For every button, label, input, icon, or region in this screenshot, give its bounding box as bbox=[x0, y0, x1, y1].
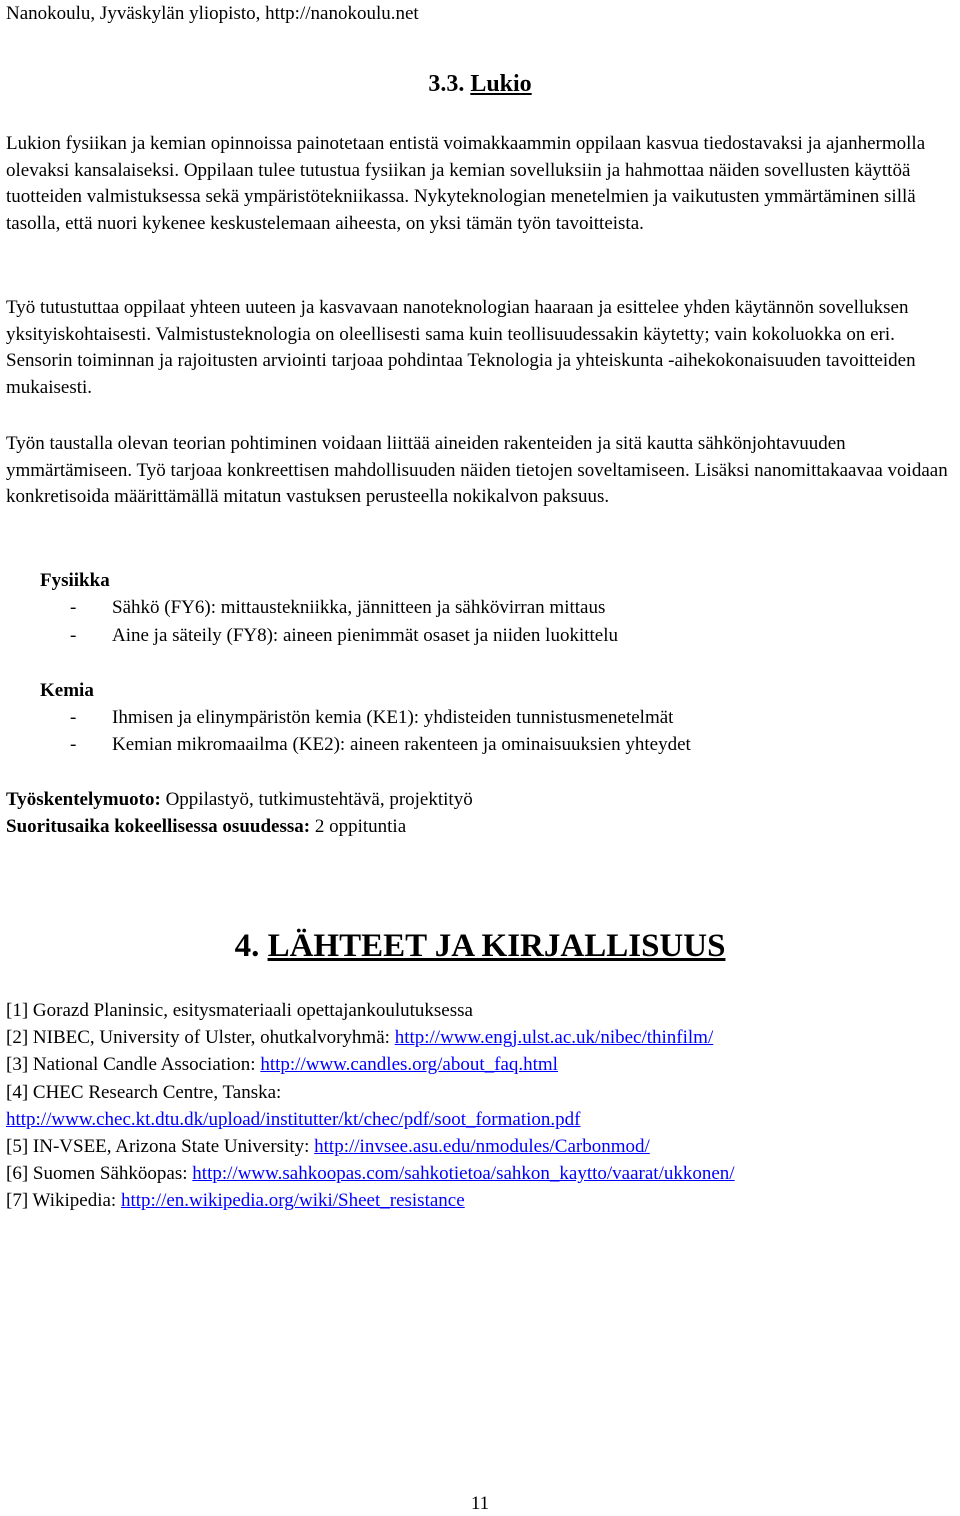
section-title: Lukio bbox=[470, 71, 532, 97]
duration-value: 2 oppituntia bbox=[314, 816, 407, 837]
reference-text: [3] National Candle Association: bbox=[6, 1054, 256, 1075]
paragraph-1: Lukion fysiikan ja kemian opinnoissa painotetaan entistä voimakkaammin oppilaan kasvua tiedostavaksi ja ajanhermolla olevaksi kansalaiseksi. Oppilaan tulee tutustua fysiikan ja kemian sovelluksiin ja hahmottaa näiden sovellusten käyttöä tuotteiden valmistuksessa sekä ympäristötekniikassa. Nykyteknologian menetelmien ja vaikutusten ymmärtäminen sillä tasolla, että nuori kykenee keskustelemaan aiheesta, on yksi tämän työn tavoitteista. bbox=[6, 133, 926, 234]
reference-item bbox=[6, 1136, 650, 1158]
fysiikka-heading: Fysiikka bbox=[40, 570, 110, 591]
reference-link[interactable]: http://en.wikipedia.org/wiki/Sheet_resistance bbox=[120, 1190, 465, 1211]
reference-text: [5] IN-VSEE, Arizona State University: bbox=[6, 1136, 310, 1157]
reference-link[interactable]: http://www.engj.ulst.ac.uk/nibec/thinfilm/ bbox=[394, 1027, 714, 1048]
kemia-heading: Kemia bbox=[40, 680, 94, 701]
chapter-title: LÄHTEET JA KIRJALLISUUS bbox=[267, 928, 726, 964]
work-method-label: Työskentelymuoto: bbox=[6, 789, 161, 810]
reference-item bbox=[6, 1000, 473, 1022]
list-dash: - bbox=[70, 707, 77, 728]
reference-item bbox=[6, 1027, 713, 1049]
reference-text: [7] Wikipedia: bbox=[6, 1190, 117, 1211]
reference-link[interactable]: http://www.chec.kt.dtu.dk/upload/institutter/kt/chec/pdf/soot_formation.pdf bbox=[6, 1109, 581, 1130]
reference-text: [2] NIBEC, University of Ulster, ohutkalvoryhmä: bbox=[6, 1027, 390, 1048]
reference-item bbox=[6, 1054, 558, 1076]
fysiikka-item bbox=[70, 625, 619, 647]
reference-link-line bbox=[6, 1109, 580, 1131]
reference-item bbox=[6, 1163, 735, 1185]
kemia-item bbox=[70, 707, 674, 729]
list-item-text: Kemian mikromaailma (KE2): aineen rakenteen ja ominaisuuksien yhteydet bbox=[112, 734, 691, 755]
page-number: 11 bbox=[470, 1493, 490, 1514]
reference-item bbox=[6, 1082, 281, 1104]
reference-link[interactable]: http://invsee.asu.edu/nmodules/Carbonmod/ bbox=[314, 1136, 650, 1157]
list-dash: - bbox=[70, 734, 77, 755]
paragraph-2: Työ tutustuttaa oppilaat yhteen uuteen ja kasvavaan nanoteknologian haaraan ja esittelee yhden käytännön sovelluksen yksityiskohtaisesti. Valmistusteknologia on oleellisesti sama kuin teollisuudessakin käytetty; vain kokoluokka on eri. Sensorin toiminnan ja rajoitusten arviointi tarjoaa pohdintaa Teknologia ja yhteiskunta -aihekokonaisuuden tavoitteiden mukaisesti. bbox=[6, 297, 916, 398]
chapter-number: 4. bbox=[234, 928, 260, 964]
reference-text: [4] CHEC Research Centre, Tanska: bbox=[6, 1082, 282, 1103]
reference-text: [6] Suomen Sähköopas: bbox=[6, 1163, 188, 1184]
reference-link[interactable]: http://www.sahkoopas.com/sahkotietoa/sahkon_kaytto/vaarat/ukkonen/ bbox=[192, 1163, 735, 1184]
reference-item bbox=[6, 1190, 465, 1212]
reference-text: [1] Gorazd Planinsic, esitysmateriaali opettajankoulutuksessa bbox=[6, 1000, 473, 1021]
section-number: 3.3. bbox=[428, 71, 465, 97]
paragraph-3: Työn taustalla olevan teorian pohtiminen voidaan liittää aineiden rakenteiden ja sitä kautta sähkönjohtavuuden ymmärtämiseen. Työ tarjoaa konkreettisen mahdollisuuden näiden tietojen soveltamiseen. Lisäksi nanomittakaavaa voidaan konkretisoida määrittämällä mitatun vastuksen perusteella nokikalvon paksuus. bbox=[6, 433, 948, 508]
list-item-text: Sähkö (FY6): mittaustekniikka, jännitteen ja sähkövirran mittaus bbox=[112, 597, 606, 618]
list-dash: - bbox=[70, 597, 77, 618]
kemia-item bbox=[70, 734, 691, 756]
fysiikka-item bbox=[70, 597, 606, 619]
list-item-text: Aine ja säteily (FY8): aineen pienimmät osaset ja niiden luokittelu bbox=[112, 625, 619, 646]
duration-line bbox=[6, 816, 406, 838]
reference-link[interactable]: http://www.candles.org/about_faq.html bbox=[260, 1054, 558, 1075]
chapter-heading bbox=[0, 926, 960, 966]
list-item-text: Ihmisen ja elinympäristön kemia (KE1): yhdisteiden tunnistusmenetelmät bbox=[112, 707, 674, 728]
work-method-value: Oppilastyö, tutkimustehtävä, projektityö bbox=[165, 789, 473, 810]
work-method-line bbox=[6, 789, 473, 811]
running-header: Nanokoulu, Jyväskylän yliopisto, http://nanokoulu.net bbox=[6, 3, 419, 24]
list-dash: - bbox=[70, 625, 77, 646]
duration-label: Suoritusaika kokeellisessa osuudessa: bbox=[6, 816, 311, 837]
section-heading bbox=[0, 70, 960, 98]
